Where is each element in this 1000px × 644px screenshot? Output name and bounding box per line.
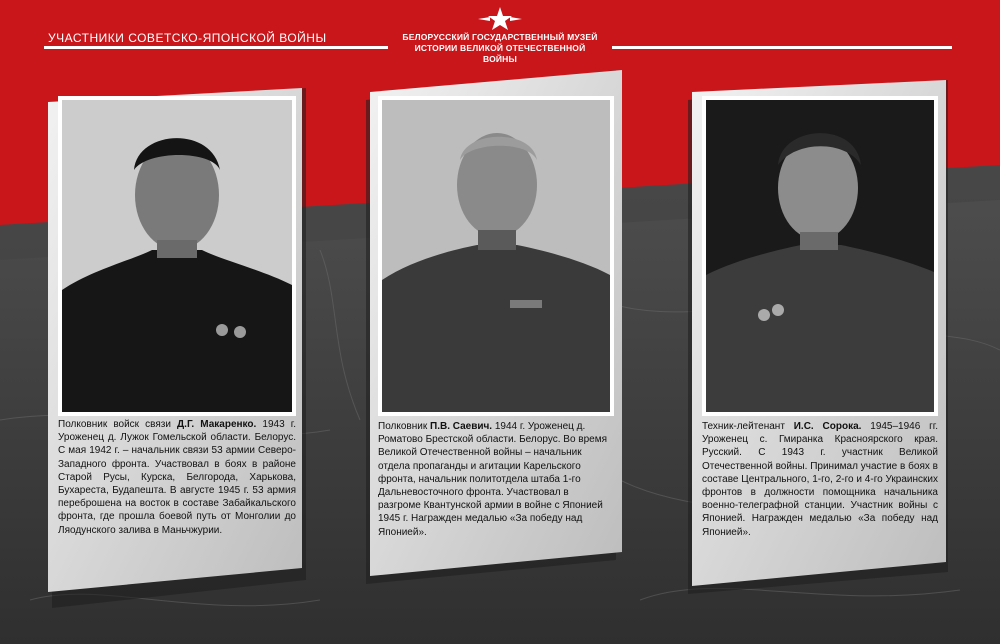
- page-title: УЧАСТНИКИ СОВЕТСКО-ЯПОНСКОЙ ВОЙНЫ: [48, 31, 327, 45]
- caption-rank: Полковник: [378, 421, 430, 432]
- portrait-card-makarenko: [44, 88, 316, 608]
- caption-text: 1945–1946 гг. Уроженец с. Гмиранка Красноярского края. Русский. С 1943 г. участник Великой Отечественной войны. Принимал участие в боях в составе Центрального, 1-го, 2-го и 4-го Украинских фронтов в должности помощника начальника военно-телеграфной станции. Участник войны с Японией. Награжден медалью «За победу над Японией».: [702, 421, 938, 538]
- header-divider-right: [612, 46, 952, 49]
- portrait-caption: [378, 420, 614, 539]
- portrait-photo: [378, 96, 614, 416]
- caption-text: 1944 г. Уроженец д. Роматово Брестской области. Белорус. Во время Великой Отечественной войны – начальник отдела пропаганды и агитации Карельского фронта, начальник политотдела штаба 1-го Дальневосточного фронта. Участвовал в разгроме Квантунской армии в войне с Японией 1945 г. Награжден медалью «За победу над Японией».: [378, 421, 608, 538]
- portrait-caption: [58, 418, 296, 537]
- portrait-photo: [702, 96, 938, 416]
- portrait-card-soroka: [688, 80, 952, 594]
- caption-rank: Техник-лейтенант: [702, 421, 794, 432]
- portrait-photo: [58, 96, 296, 416]
- caption-name: Д.Г. Макаренко.: [177, 419, 257, 430]
- star-logo-icon: [478, 6, 522, 32]
- caption-name: И.С. Сорока.: [793, 421, 862, 432]
- caption-rank: Полковник войск связи: [58, 419, 178, 430]
- museum-name-line1: БЕЛОРУССКИЙ ГОСУДАРСТВЕННЫЙ МУЗЕЙ: [402, 32, 598, 42]
- museum-name: [400, 32, 600, 65]
- museum-name-line2: ИСТОРИИ ВЕЛИКОЙ ОТЕЧЕСТВЕННОЙ ВОЙНЫ: [414, 43, 586, 64]
- portrait-card-saevich: [366, 70, 628, 584]
- caption-text: 1943 г. Уроженец д. Лужок Гомельской области. Белорус. С мая 1942 г. – начальник связи 53 армии Северо-Западного фронта. Участвовал в боях в районе Старой Русы, Курска, Белгорода, Харькова, Бухареста, Будапешта. В августе 1945 г. 53 армия переброшена на восток в составе Забайкальского фронта, где прошла боевой путь от Монголии до Ляодунского залива в Маньчжурии.: [58, 419, 296, 536]
- caption-name: П.В. Саевич.: [430, 421, 493, 432]
- header-divider-left: [44, 46, 388, 49]
- portrait-caption: [702, 420, 938, 539]
